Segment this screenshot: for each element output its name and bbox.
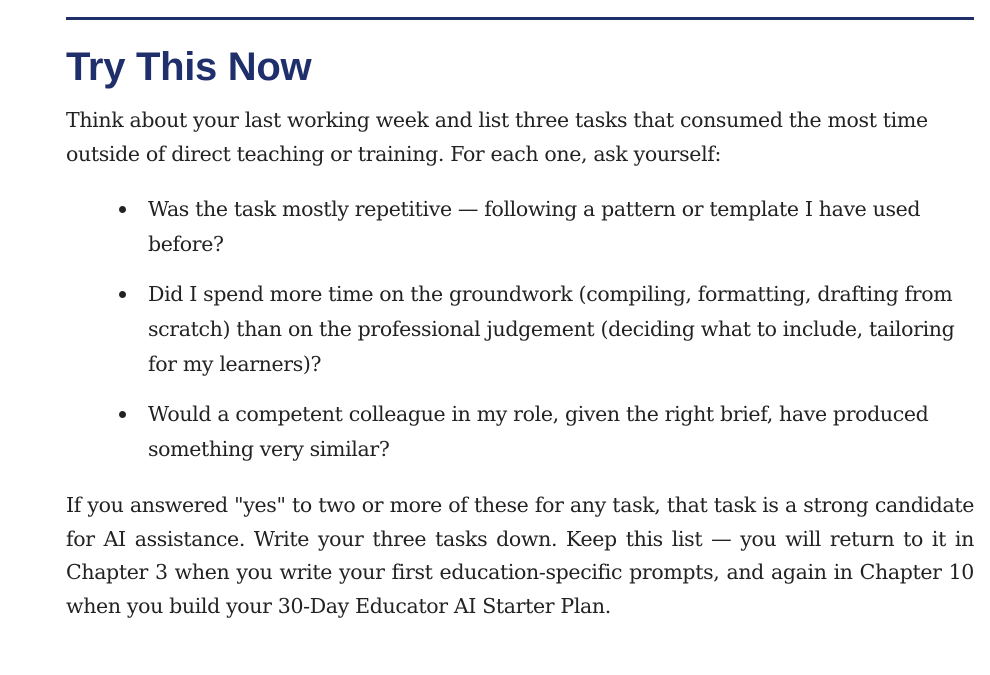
list-item xyxy=(148,192,974,262)
list-item xyxy=(148,277,974,382)
question-text: Would a competent colleague in my role, given the right brief, have produced something very similar? xyxy=(148,402,929,461)
bullet-icon xyxy=(119,206,126,213)
conclusion-paragraph: If you answered "yes" to two or more of these for any task, that task is a strong candidate for AI assistance. Write your three tasks down. Keep this list — you will return to it in Chapter 3 when you write your first education-specific prompts, and again in Chapter 10 when you build your 30-Day Educator AI Starter Plan. xyxy=(66,493,974,618)
bullet-icon xyxy=(119,291,126,298)
intro-paragraph: Think about your last working week and list three tasks that consumed the most time outside of direct teaching or training. For each one, ask yourself: xyxy=(66,108,928,166)
question-text: Was the task mostly repetitive — following a pattern or template I have used before? xyxy=(148,197,921,256)
question-text: Did I spend more time on the groundwork (compiling, formatting, drafting from scratch) than on the professional judgement (deciding what to include, tailoring for my learners)? xyxy=(148,282,955,376)
reflection-questions-list xyxy=(66,192,974,467)
section-divider xyxy=(66,17,974,20)
try-this-now-section xyxy=(66,17,974,623)
bullet-icon xyxy=(119,411,126,418)
section-title: Try This Now xyxy=(66,45,312,89)
list-item xyxy=(148,397,974,467)
